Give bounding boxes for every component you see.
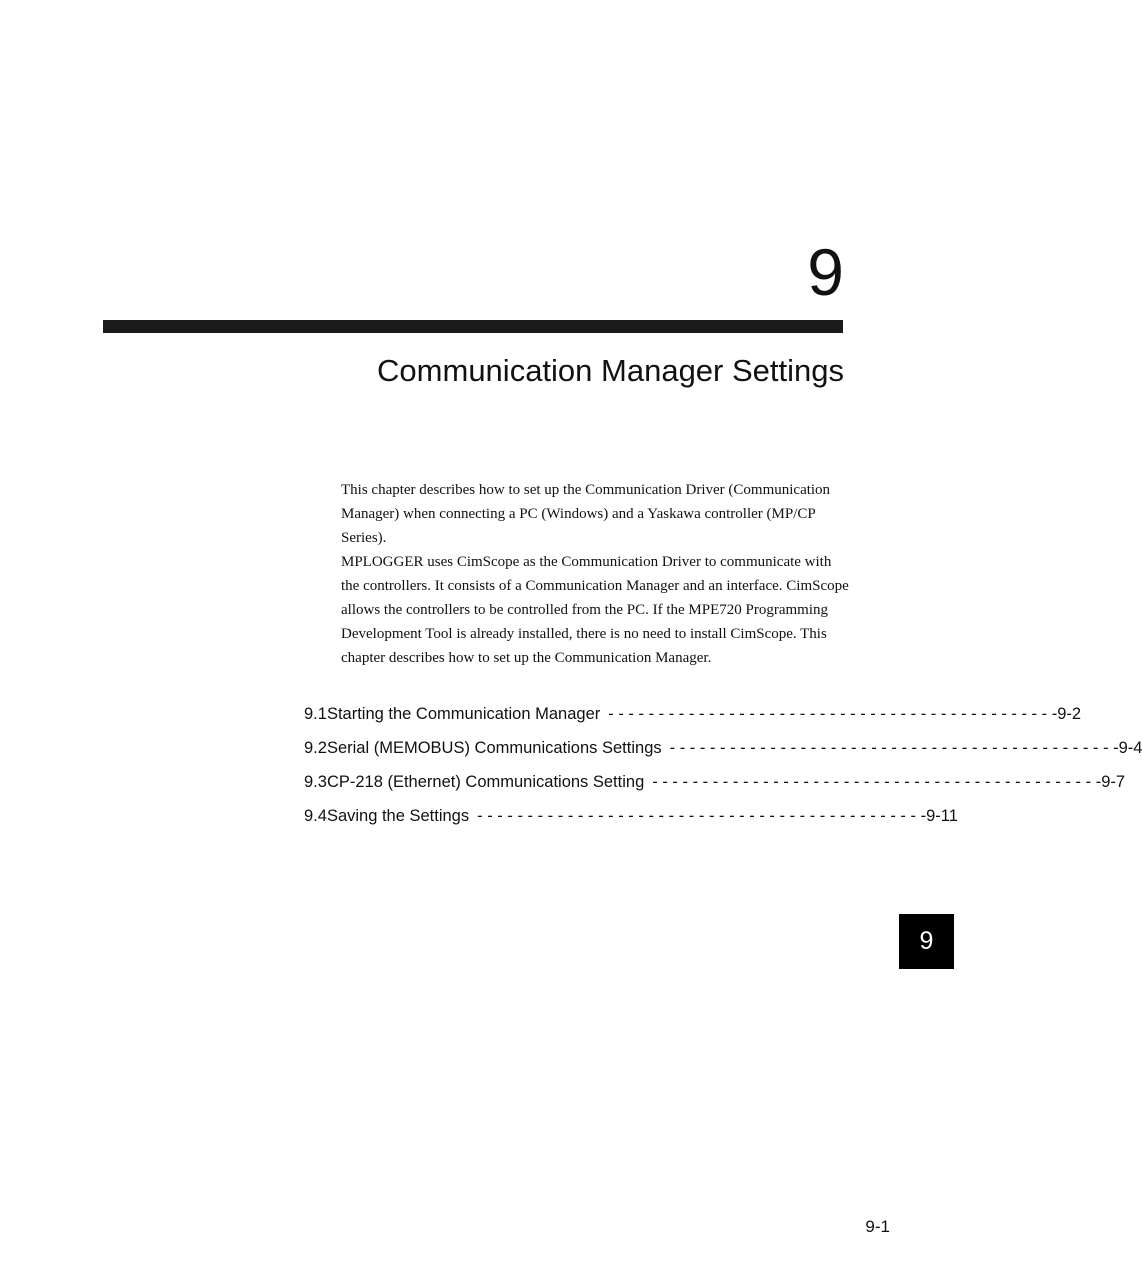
toc-section-title: CP-218 (Ethernet) Communications Setting bbox=[326, 772, 645, 791]
toc-entry[interactable] bbox=[304, 697, 1082, 731]
toc-section-number: 9.3 bbox=[304, 772, 327, 791]
chapter-number: 9 bbox=[807, 235, 844, 309]
chapter-divider bbox=[103, 320, 843, 333]
toc-section-number: 9.1 bbox=[304, 704, 327, 723]
toc-entry[interactable] bbox=[304, 765, 1126, 799]
intro-paragraph: MPLOGGER uses CimScope as the Communication Driver to communicate with the controllers. It consists of a Communication Manager and an interface. CimScope allows the controllers to be controlled from the PC. If the MPE720 Programming Development Tool is already installed, there is no need to install CimScope. This chapter describes how to set up the Communication Manager. bbox=[341, 554, 849, 666]
toc-entry[interactable] bbox=[304, 799, 958, 833]
toc-entry[interactable] bbox=[304, 731, 1142, 765]
chapter-introduction bbox=[341, 478, 851, 670]
intro-paragraph: This chapter describes how to set up the Communication Driver (Communication Manager) when connecting a PC (Windows) and a Yaskawa controller (MP/CP Series). bbox=[341, 482, 831, 546]
toc-section-title: Starting the Communication Manager bbox=[326, 704, 601, 723]
chapter-thumb-tab: 9 bbox=[899, 914, 954, 969]
toc-section-number: 9.4 bbox=[304, 806, 327, 825]
toc-page-number: 9-7 bbox=[1101, 772, 1126, 791]
toc-dot-leader: - - - - - - - - - - - - - - - - - - - - - - - - - - - - - - - - - - - - - - - - - - - - - bbox=[669, 738, 1119, 757]
toc-page-number: 9-11 bbox=[926, 806, 958, 825]
toc-section-title: Saving the Settings bbox=[326, 806, 470, 825]
page-number: 9-1 bbox=[865, 1217, 890, 1236]
toc-page-number: 9-2 bbox=[1057, 704, 1082, 723]
toc-section-title: Serial (MEMOBUS) Communications Settings bbox=[326, 738, 662, 757]
toc-section-number: 9.2 bbox=[304, 738, 327, 757]
chapter-title: Communication Manager Settings bbox=[377, 353, 844, 388]
toc-page-number: 9-4 bbox=[1118, 738, 1142, 757]
toc-dot-leader: - - - - - - - - - - - - - - - - - - - - - - - - - - - - - - - - - - - - - - - - - - - - - bbox=[608, 704, 1058, 723]
table-of-contents bbox=[304, 697, 1142, 833]
toc-dot-leader: - - - - - - - - - - - - - - - - - - - - - - - - - - - - - - - - - - - - - - - - - - - - - bbox=[652, 772, 1102, 791]
toc-dot-leader: - - - - - - - - - - - - - - - - - - - - - - - - - - - - - - - - - - - - - - - - - - - - - bbox=[477, 806, 927, 825]
